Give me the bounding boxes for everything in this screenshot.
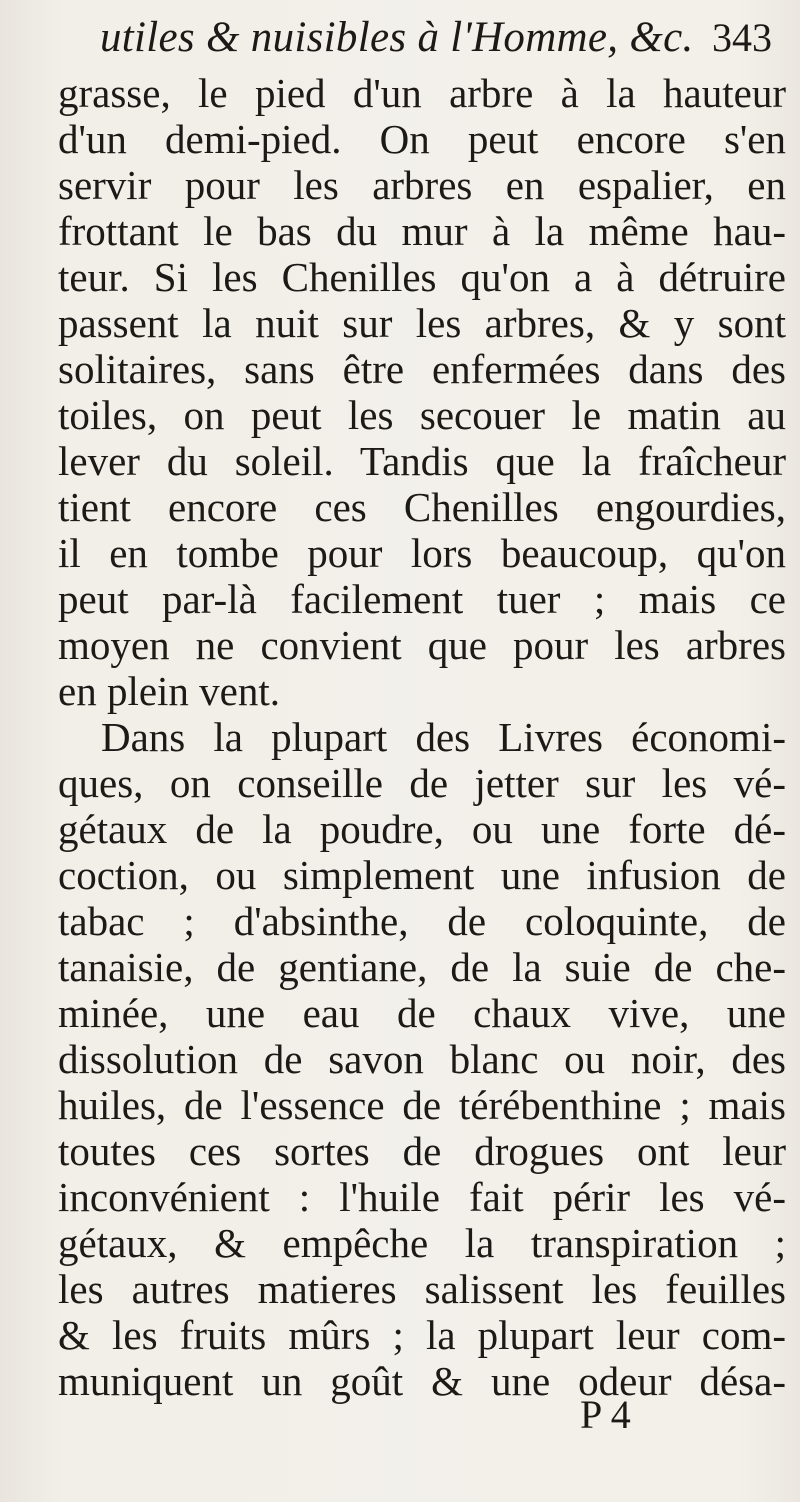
text-line: & les fruits mûrs ; la plupart leur com-	[58, 1312, 786, 1358]
text-line: passent la nuit sur les arbres, & y sont	[58, 300, 786, 346]
text-line: d'un demi-pied. On peut encore s'en	[58, 116, 786, 162]
text-line: teur. Si les Chenilles qu'on a à détruire	[58, 254, 786, 300]
text-line: ques, on conseille de jetter sur les vé-	[58, 760, 786, 806]
text-line: toutes ces sortes de drogues ont leur	[58, 1128, 786, 1174]
text-line: peut par-là facilement tuer ; mais ce	[58, 576, 786, 622]
text-line: tabac ; d'absinthe, de coloquinte, de	[58, 898, 786, 944]
text-line: en plein vent.	[58, 668, 281, 714]
text-line: frottant le bas du mur à la même hau-	[58, 208, 786, 254]
text-line: solitaires, sans être enfermées dans des	[58, 346, 786, 392]
text-line: toiles, on peut les secouer le matin au	[58, 392, 786, 438]
text-line: les autres matieres salissent les feuilles	[58, 1266, 786, 1312]
paragraph-start-line: Dans la plupart des Livres économi-	[101, 714, 786, 760]
text-line: il en tombe pour lors beaucoup, qu'on	[58, 530, 786, 576]
running-head	[0, 8, 800, 68]
text-line: lever du soleil. Tandis que la fraîcheur	[58, 438, 786, 484]
page-number: 343	[712, 15, 772, 60]
text-line: huiles, de l'essence de térébenthine ; mais	[58, 1082, 786, 1128]
running-title: utiles & nuisibles à l'Homme, &c.	[100, 14, 694, 61]
text-line: gétaux, & empêche la transpiration ;	[58, 1220, 786, 1266]
text-line: moyen ne convient que pour les arbres	[58, 622, 786, 668]
text-line: muniquent un goût & une odeur désa-	[58, 1358, 786, 1404]
text-line: inconvénient : l'huile fait périr les vé-	[58, 1174, 786, 1220]
text-line: dissolution de savon blanc ou noir, des	[58, 1036, 786, 1082]
text-line: grasse, le pied d'un arbre à la hauteur	[58, 70, 786, 116]
text-line: coction, ou simplement une infusion de	[58, 852, 786, 898]
text-line: gétaux de la poudre, ou une forte dé-	[58, 806, 786, 852]
text-line: tanaisie, de gentiane, de la suie de che-	[58, 944, 786, 990]
text-line: servir pour les arbres en espalier, en	[58, 162, 786, 208]
signature-mark: P 4	[580, 1392, 631, 1437]
text-line: tient encore ces Chenilles engourdies,	[58, 484, 786, 530]
text-line: minée, une eau de chaux vive, une	[58, 990, 786, 1036]
